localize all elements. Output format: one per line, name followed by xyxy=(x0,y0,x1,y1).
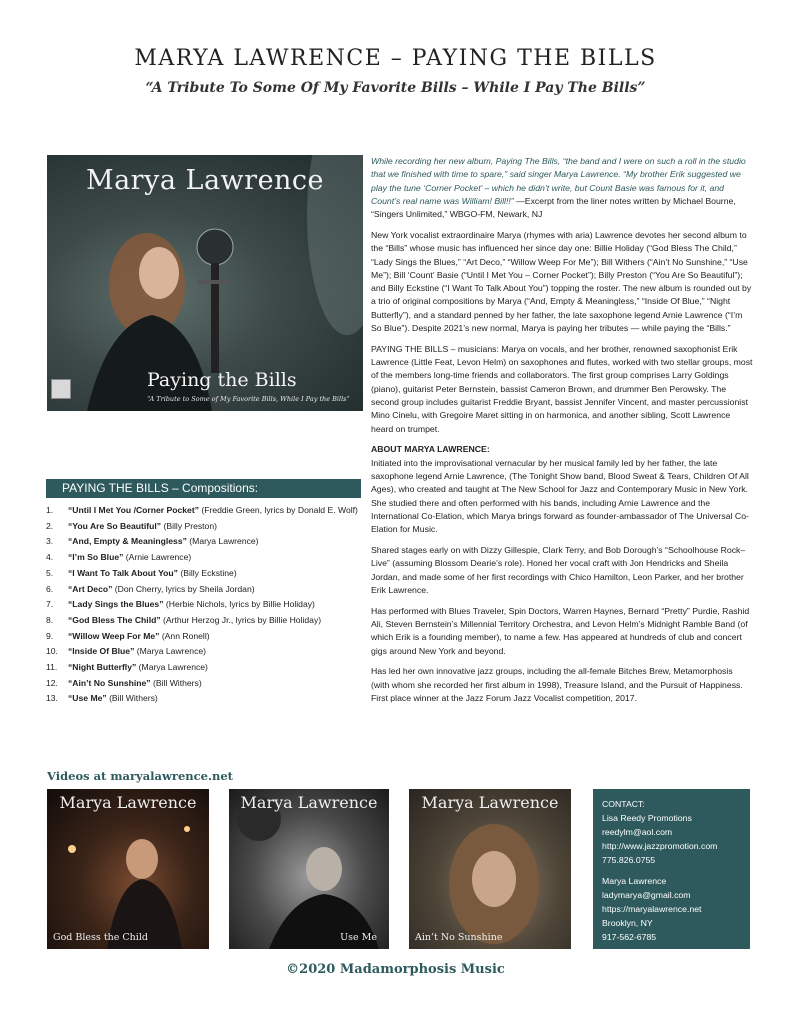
composition-credit: (Ann Ronell) xyxy=(159,630,210,641)
page-subtitle: “A Tribute To Some Of My Favorite Bills – While I Pay The Bills” xyxy=(145,80,646,96)
composition-item xyxy=(46,550,371,566)
composition-title: “You Are So Beautiful” xyxy=(68,520,162,531)
footer-copyright: ©2020 Madamorphosis Music xyxy=(286,962,505,977)
composition-item xyxy=(46,582,371,598)
composition-item xyxy=(46,519,371,535)
video-thumbnail-aint-no-sunshine[interactable] xyxy=(409,789,571,949)
contact-box xyxy=(593,789,750,949)
cover-tagline: “A Tribute to Some of My Favorite Bills, While I Pay the Bills” xyxy=(147,395,350,403)
composition-credit: (Freddie Green, lyrics by Donald E. Wolf) xyxy=(199,505,358,515)
composition-title: “Until I Met You /Corner Pocket” xyxy=(68,505,199,515)
quote-text: While recording her new album, Paying The Bills, “the band and I were on such a roll in the studio that we finished with time to spare,” said singer Marya Lawrence. “My brother Erik suggested we play the tune ‘Corner Pocket’ – which he didn’t write, but Count Basie was famous for it, and Count’s real name was William! Bill!!” xyxy=(371,156,746,206)
video-photo xyxy=(229,789,389,949)
composition-number: 7. xyxy=(46,599,54,610)
contact-line: Lisa Reedy Promotions xyxy=(602,813,692,823)
composition-credit: (Herbie Nichols, lyrics by Billie Holiday) xyxy=(163,599,315,610)
composition-title: “I’m So Blue” xyxy=(68,552,124,563)
contact-email[interactable]: reedylm@aol.com xyxy=(602,827,673,837)
composition-number: 12. xyxy=(46,677,58,688)
bio-paragraph-1: New York vocalist extraordinaire Marya (rhymes with aria) Lawrence devotes her second album to the “Bills” whose music has influenced her since day one: Billie Holiday (“God Bless The Child,” “Lady Sings the Blues,” “Art Deco,” “Willow Weep For Me”); Bill Withers (“Ain’t No Sunshine,” “Use Me”); Bill ‘Count’ Basie (“Until I Met You – Corner Pocket”); Billy Preston (“You Are So Beautiful”); and Billy Eckstine (“I Want To Talk About You”) topping the roster. The new album is rounded out by a trio of original compositions by Marya (“And, Empty & Meaningless,” “Inside Of Blue,” “Night Butterfly”), and a standard penned by her father, the late saxophone legend Arnie Lawrence (“I’m So Blue”). Despite 2021’s new normal, Marya is paying her tributes — while paying the “Bills.” xyxy=(371,229,752,334)
composition-credit: (Arthur Herzog Jr., lyrics by Billie Holiday) xyxy=(160,614,322,625)
video-caption: Ain’t No Sunshine xyxy=(415,932,503,943)
composition-number: 8. xyxy=(46,614,54,625)
composition-item xyxy=(46,597,371,613)
composition-title: “Art Deco” xyxy=(68,583,113,594)
about-heading: ABOUT MARYA LAWRENCE: xyxy=(371,444,490,455)
video-artist-name: Marya Lawrence xyxy=(59,793,197,812)
cover-logo-badge xyxy=(51,379,71,399)
composition-number: 2. xyxy=(46,520,54,531)
bio-paragraph-4: Shared stages early on with Dizzy Gillespie, Clark Terry, and Bob Dorough’s “Schoolhouse Rock–Live” (assuming Blossom Dearie’s role). Honed her vocal craft with Jon Hendricks and Sheila Jordan, and made some of her first recordings with Chico Hamilton, Leon Parker, and her brother Erik Lawrence. xyxy=(371,545,746,595)
video-artist-name: Marya Lawrence xyxy=(421,793,559,812)
composition-number: 10. xyxy=(46,646,58,657)
cover-album-title: Paying the Bills xyxy=(147,369,297,391)
video-artist-name: Marya Lawrence xyxy=(240,793,378,812)
composition-title: “Inside Of Blue” xyxy=(68,646,135,657)
composition-credit: (Bill Withers) xyxy=(150,677,202,688)
composition-title: “Ain’t No Sunshine” xyxy=(68,677,151,688)
composition-item xyxy=(46,660,371,676)
composition-credit: (Arnie Lawrence) xyxy=(123,552,192,563)
video-caption: God Bless the Child xyxy=(53,932,148,943)
composition-number: 5. xyxy=(46,567,54,578)
contact-website[interactable]: https://maryalawrence.net xyxy=(602,904,702,914)
composition-item xyxy=(46,691,371,707)
contact-phone: 775.826.0755 xyxy=(602,855,656,865)
composition-credit: (Don Cherry, lyrics by Sheila Jordan) xyxy=(112,583,255,594)
composition-number: 6. xyxy=(46,583,54,594)
composition-item xyxy=(46,613,371,629)
bio-column xyxy=(371,155,753,713)
video-photo xyxy=(409,789,571,949)
cover-artist: Marya Lawrence xyxy=(85,165,325,196)
composition-title: “Lady Sings the Blues” xyxy=(68,599,164,610)
composition-credit: (Marya Lawrence) xyxy=(186,536,259,547)
composition-title: “I Want To Talk About You” xyxy=(68,567,178,578)
album-cover xyxy=(47,155,363,411)
bio-paragraph-6: Has led her own innovative jazz groups, including the all-female Bitches Brew, Metamorphosis (with whom she recorded her first album in 1998), Treasure Island, and the Pursuit of Happiness. First place winner at the Jazz Forum Jazz Vocalist competition, 2017. xyxy=(371,666,743,703)
bio-paragraph-5: Has performed with Blues Traveler, Spin Doctors, Warren Haynes, Bernard “Pretty” Purdie, Rashid Ali, Steven Bernstein’s Millennial Territory Orchestra, and Levon Helm’s Midnight Ramble Band (of which Erik is a founding member), to name a few. Has appeared at hundreds of club and concert gigs around New York and beyond. xyxy=(371,605,750,656)
composition-title: “Use Me” xyxy=(68,693,107,704)
composition-credit: (Bill Withers) xyxy=(106,693,158,704)
composition-item xyxy=(46,566,371,582)
composition-item xyxy=(46,676,371,692)
composition-number: 1. xyxy=(46,505,54,515)
quote-source: —Excerpt from the liner notes written by Michael Bourne, “Singers Unlimited,” WBGO-FM, Newark, NJ xyxy=(371,195,736,220)
composition-number: 3. xyxy=(46,536,54,547)
composition-number: 4. xyxy=(46,552,54,563)
composition-item xyxy=(46,503,371,519)
composition-credit: (Marya Lawrence) xyxy=(136,662,208,673)
contact-location: Brooklyn, NY xyxy=(602,918,653,928)
composition-number: 13. xyxy=(46,693,58,704)
composition-title: “Night Butterfly” xyxy=(68,662,137,673)
videos-heading: Videos at maryalawrence.net xyxy=(47,769,233,783)
bio-paragraph-3: Initiated into the improvisational vernacular by her musical family led by her father, the late saxophone legend Arnie Lawrence, (The Tonight Show band, Blood Sweat & Tears, Children Of All Ages), who created and taught at The New School for Jazz and Contemporary Music in New York. She studied there and often performed with his bands, including Arnie Lawrence and the International Co-Elation, which Marya brings forward as founder-ambassador of The Universal Co-Elation for Music. xyxy=(371,457,749,535)
contact-line: Marya Lawrence xyxy=(602,876,667,886)
composition-item xyxy=(46,534,371,550)
composition-title: “And, Empty & Meaningless” xyxy=(68,536,187,547)
bio-paragraph-2: PAYING THE BILLS – musicians: Marya on vocals, and her brother, renowned saxophonist Erik Lawrence (Little Feat, Levon Helm) on saxophones and flutes, worked with two stellar groups, most of the members long-time friends and collaborators. The first group comprises Larry Goldings (piano), guitarist Peter Bernstein, bassist Cameron Brown, and drummer Ben Perowsky. The second group includes guitarist Freddie Bryant, bassist Jennifer Vincent, and master percussionist Mino Cinelu, with Gregoire Maret sitting in on harmonica, and another sibling, Scott Lawrence heard on trumpet. xyxy=(371,343,753,434)
composition-item xyxy=(46,644,371,660)
composition-credit: (Billy Eckstine) xyxy=(177,567,237,578)
composition-title: “Willow Weep For Me” xyxy=(68,630,160,641)
video-thumbnail-use-me[interactable] xyxy=(229,789,389,949)
composition-credit: (Marya Lawrence) xyxy=(134,646,207,657)
composition-item xyxy=(46,629,371,645)
video-caption: Use Me xyxy=(340,932,377,943)
compositions-list xyxy=(46,503,371,707)
page-title: MARYA LAWRENCE – PAYING THE BILLS xyxy=(134,46,657,71)
compositions-heading: PAYING THE BILLS – Compositions: xyxy=(46,479,361,498)
contact-website[interactable]: http://www.jazzpromotion.com xyxy=(602,841,718,851)
composition-number: 11. xyxy=(46,662,58,673)
video-thumbnail-god-bless-the-child[interactable] xyxy=(47,789,209,949)
contact-email[interactable]: ladymarya@gmail.com xyxy=(602,890,691,900)
composition-credit: (Billy Preston) xyxy=(161,520,217,531)
composition-number: 9. xyxy=(46,630,54,641)
composition-title: “God Bless The Child” xyxy=(68,614,161,625)
contact-phone: 917-562-6785 xyxy=(602,932,657,942)
contact-heading: CONTACT: xyxy=(602,799,645,809)
liner-quote xyxy=(371,155,753,221)
video-photo xyxy=(47,789,209,949)
